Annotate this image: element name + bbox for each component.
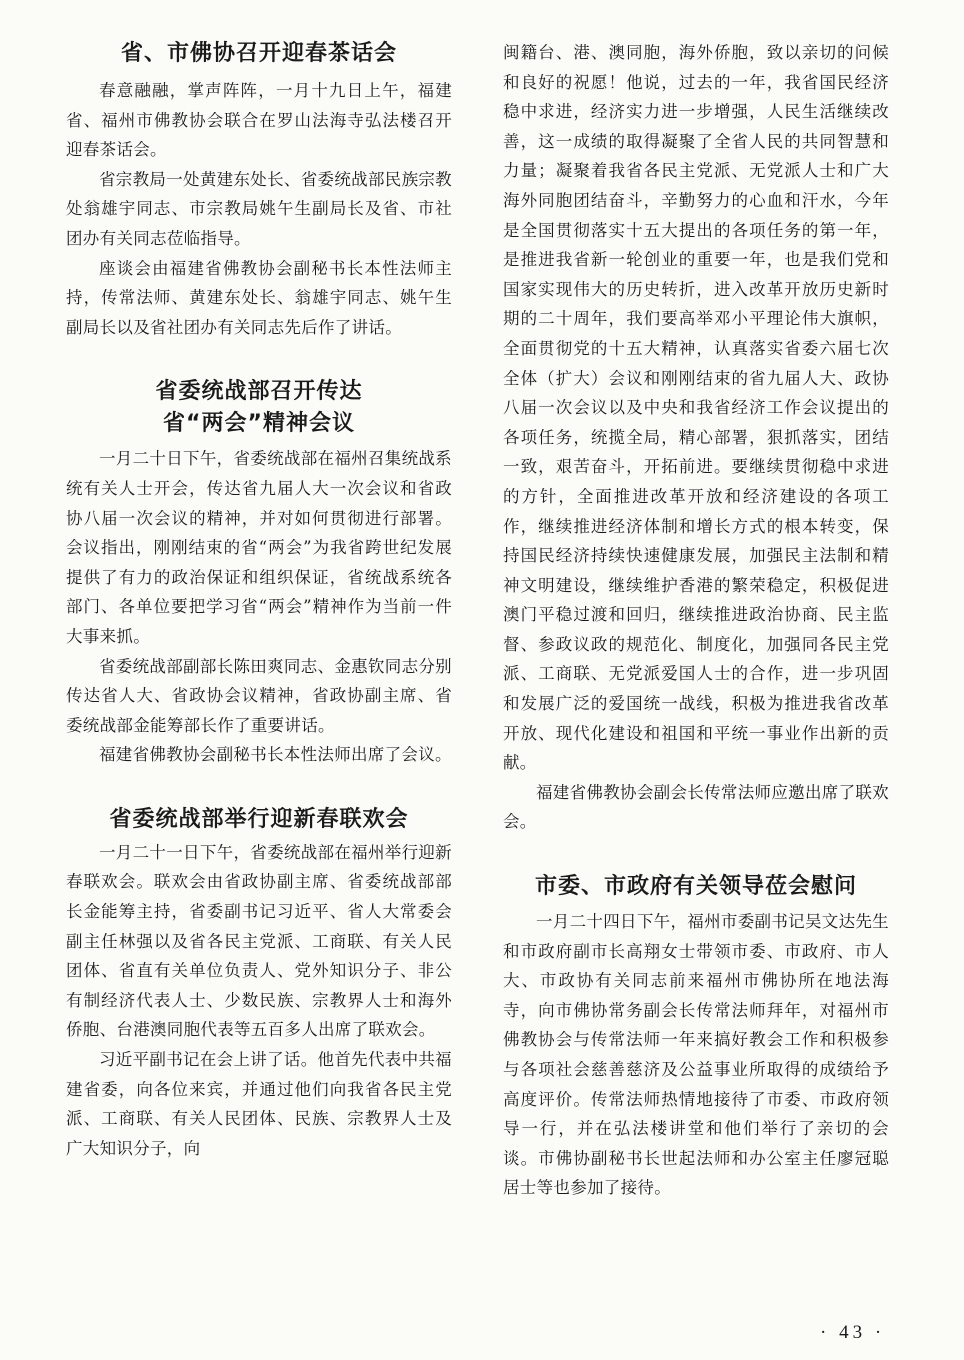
paragraph: 春意融融，掌声阵阵，一月十九日上午，福建省、福州市佛教协会联合在罗山法海寺弘法楼召开迎春茶话会。	[66, 81, 452, 160]
article-title-tea-party: 省、市佛协召开迎春茶话会	[120, 41, 397, 66]
article-title-spring-gala: 省委统战部举行迎新春联欢会	[109, 806, 409, 832]
paragraph: 福建省佛教协会副秘书长本性法师出席了会议。	[99, 745, 452, 765]
article-title-two-sessions	[66, 376, 452, 440]
article-title-city-leaders-visit: 市委、市政府有关领导莅会慰问	[534, 874, 857, 900]
paragraph: 一月二十日下午，省委统战部在福州召集统战系统有关人士开会，传达省九届人大一次会议和省政协八届一次会议的精神，并对如何贯彻进行部署。会议指出，刚刚结束的省“两会”为我省跨世纪发展提供了有力的政治保证和组织保证，省统战系统各部门、各单位要把学习省“两会”精神作为当前一件大事来抓。	[66, 449, 452, 646]
paragraph: 福建省佛教协会副会长传常法师应邀出席了联欢会。	[503, 782, 889, 832]
title-line: 省委统战部召开传达	[155, 379, 363, 405]
left-column	[66, 38, 452, 1163]
title-line: 省“两会”精神会议	[163, 411, 355, 437]
paragraph: 座谈会由福建省佛教协会副秘书长本性法师主持，传常法师、黄建东处长、翁雄宇同志、姚午生副局长以及省社团办有关同志先后作了讲话。	[66, 258, 452, 337]
paragraph-continued: 闽籍台、港、澳同胞，海外侨胞，致以亲切的问候和良好的祝愿！他说，过去的一年，我省国民经济稳中求进，经济实力进一步增强，人民生活继续改善，这一成绩的取得凝聚了全省人民的共同智慧和力量；凝聚着我省各民主党派、无党派人士和广大海外同胞团结奋斗，辛勤努力的心血和汗水，今年是全国贯彻落实十五大提出的各项任务的第一年，是推进我省新一轮创业的重要一年，也是我们党和国家实现伟大的历史转折，进入改革开放历史新时期的二十周年，我们要高举邓小平理论伟大旗帜，全面贯彻党的十五大精神，认真落实省委六届七次全体（扩大）会议和刚刚结束的省九届人大、政协八届一次会议以及中央和我省经济工作会议提出的各项任务，统揽全局，精心部署，狠抓落实，团结一致，艰苦奋斗，开拓前进。要继续贯彻稳中求进的方针，全面推进改革开放和经济建设的各项工作，继续推进经济体制和增长方式的根本转变，保持国民经济持续快速健康发展，加强民主法制和精神文明建设，继续维护香港的繁荣稳定，积极促进澳门平稳过渡和回归，继续推进政治协商、民主监督、参政议政的规范化、制度化，加强同各民主党派、工商联、无党派爱国人士的合作，进一步巩固和发展广泛的爱国统一战线，积极为推进我省改革开放、现代化建设和祖国和平统一事业作出新的贡献。	[503, 43, 889, 773]
paragraph: 省委统战部副部长陈田爽同志、金惠钦同志分别传达省人大、省政协会议精神，省政协副主席、省委统战部金能筹部长作了重要讲话。	[66, 656, 452, 735]
right-column	[503, 38, 889, 1203]
paragraph: 一月二十一日下午，省委统战部在福州举行迎新春联欢会。联欢会由省政协副主席、省委统战部部长金能筹主持，省委副书记习近平、省人大常委会副主任林强以及省各民主党派、工商联、有关人民团体、省直有关单位负责人、党外知识分子、非公有制经济代表人士、少数民族、宗教界人士和海外侨胞、台港澳同胞代表等五百多人出席了联欢会。	[66, 842, 452, 1040]
paragraph: 习近平副书记在会上讲了话。他首先代表中共福建省委，向各位来宾，并通过他们向我省各民主党派、工商联、有关人民团体、民族、宗教界人士及广大知识分子，向	[66, 1050, 452, 1158]
paragraph: 一月二十四日下午，福州市委副书记吴文达先生和市政府副市长高翔女士带领市委、市政府、市人大、市政协有关同志前来福州市佛协所在地法海寺，向市佛协常务副会长传常法师拜年，对福州市佛教协会与传常法师一年来搞好教会工作和积极参与各项社会慈善慈济及公益事业所取得的成绩给予高度评价。传常法师热情地接待了市委、市政府领导一行，并在弘法楼讲堂和他们举行了亲切的会谈。市佛协副秘书长世起法师和办公室主任廖冠聪居士等也参加了接待。	[503, 912, 889, 1198]
page-number: · 43 ·	[820, 1322, 886, 1343]
paragraph: 省宗教局一处黄建东处长、省委统战部民族宗教处翁雄宇同志、市宗教局姚午生副局长及省、市社团办有关同志莅临指导。	[66, 169, 452, 248]
